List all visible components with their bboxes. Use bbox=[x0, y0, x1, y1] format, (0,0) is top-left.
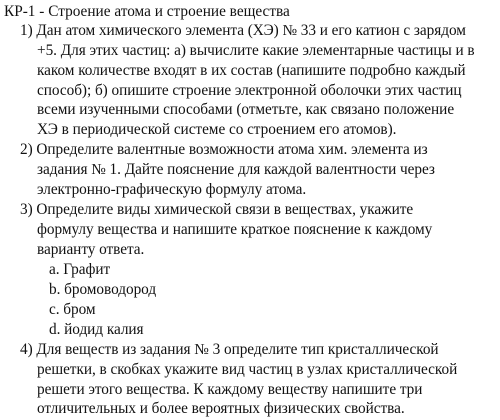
answer-option-c: c. бром bbox=[49, 301, 96, 318]
question-1-line-3: каком количестве входят в их состав (напишите подробно каждый bbox=[37, 62, 466, 79]
question-1-line-4: способ); б) опишите строение электронной оболочки этих частиц bbox=[37, 82, 462, 99]
question-2-line-2: задания № 1. Дайте пояснение для каждой валентности через bbox=[37, 161, 435, 178]
question-1-line-6: ХЭ в периодической системе со строением его атомов). bbox=[37, 121, 397, 138]
question-4-line-1: 4) Для веществ из задания № 3 определите тип кристаллической bbox=[20, 341, 439, 358]
question-2-line-1: 2) Определите валентные возможности атома хим. элемента из bbox=[20, 141, 428, 158]
answer-option-d: d. йодид калия bbox=[49, 321, 144, 338]
question-3-line-2: формулу вещества и напишите краткое пояснение к каждому bbox=[37, 221, 433, 238]
question-4-line-4: отличительных и более вероятных физических свойства. bbox=[37, 400, 405, 417]
question-3-line-3: варианту ответа. bbox=[37, 241, 145, 258]
question-3-line-1: 3) Определите виды химической связи в веществах, укажите bbox=[20, 201, 414, 218]
answer-option-a: a. Графит bbox=[49, 261, 111, 278]
question-1-line-5: всеми изученными способами (отметьте, как связано положение bbox=[37, 101, 455, 118]
answer-option-b: b. бромоводород bbox=[49, 281, 157, 298]
question-4-line-3: решети этого вещества. К каждому веществу напишите три bbox=[37, 381, 423, 398]
question-4-line-2: решетки, в скобках укажите вид частиц в узлах кристаллической bbox=[37, 361, 458, 378]
document-title: КР-1 - Строение атома и строение вещества bbox=[4, 3, 290, 20]
question-2-line-3: электронно-графическую формулу атома. bbox=[37, 181, 307, 198]
question-1-line-1: 1) Дан атом химического элемента (ХЭ) № 33 и его катион с зарядом bbox=[20, 22, 466, 39]
question-1-line-2: +5. Для этих частиц: а) вычислите какие элементарные частицы и в bbox=[37, 42, 475, 59]
